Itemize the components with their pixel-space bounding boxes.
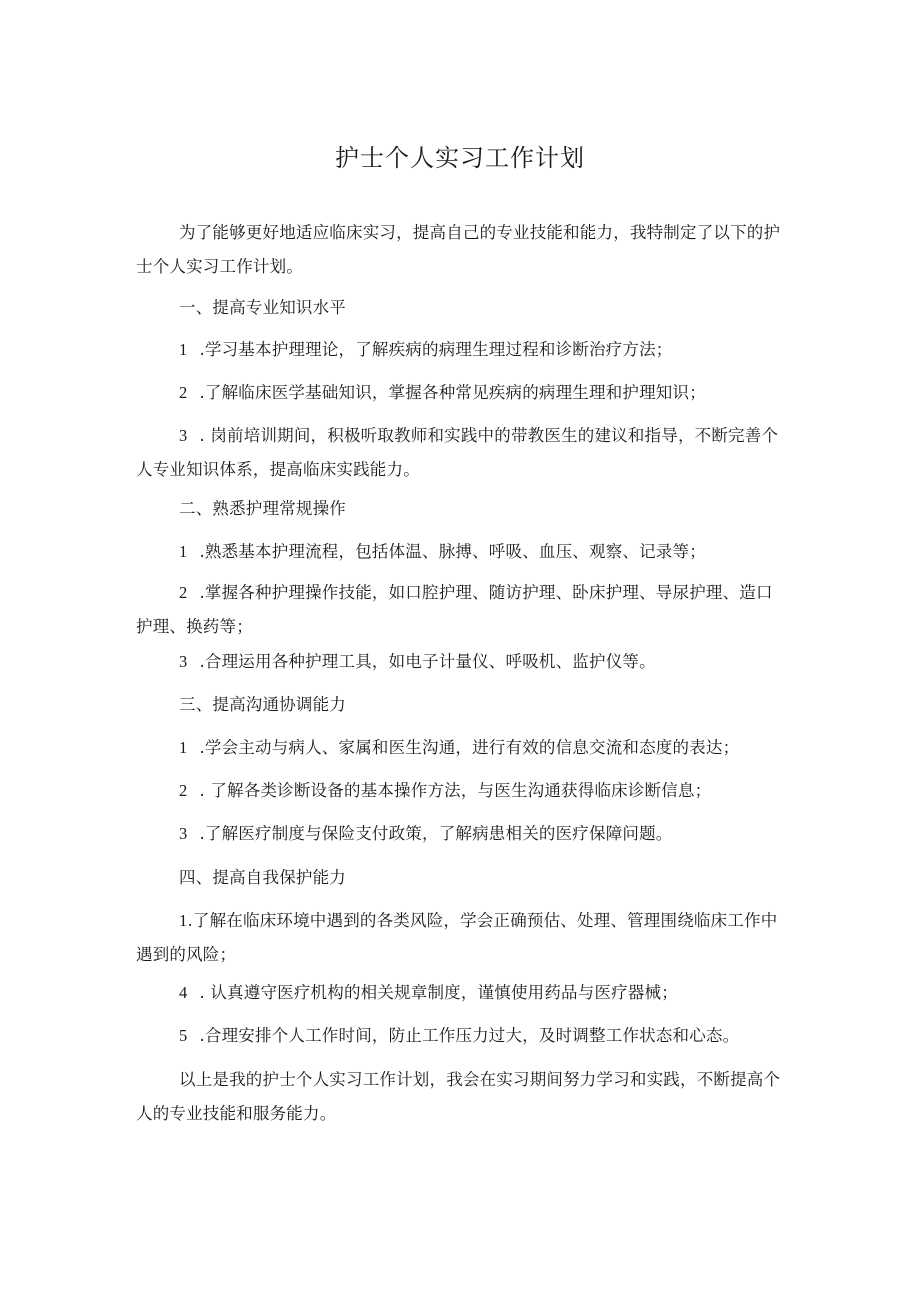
list-item	[136, 535, 784, 569]
page-title: 护士个人实习工作计划	[335, 144, 585, 172]
item-number: 1	[179, 542, 188, 561]
item-number: 3	[179, 652, 188, 671]
list-item	[136, 817, 784, 851]
list-item	[136, 774, 784, 808]
item-text: .合理安排个人工作时间，防止工作压力过大，及时调整工作状态和心态。	[199, 1026, 740, 1045]
item-number: 3	[179, 824, 188, 843]
list-item	[136, 1019, 784, 1053]
list-item	[136, 419, 784, 487]
item-number: 2	[179, 781, 188, 800]
item-text: .学会主动与病人、家属和医生沟通，进行有效的信息交流和态度的表达；	[199, 738, 740, 757]
section-heading: 一、提高专业知识水平	[179, 298, 346, 317]
list-item	[136, 576, 784, 644]
item-text: . 岗前培训期间，积极听取教师和实践中的带教医生的建议和指导，不断完善个人专业知识体系，提高临床实践能力。	[136, 426, 779, 479]
item-text: .熟悉基本护理流程，包括体温、脉搏、呼吸、血压、观察、记录等；	[199, 542, 706, 561]
list-item	[136, 731, 784, 765]
list-item	[136, 333, 784, 367]
list-item	[136, 645, 784, 679]
list-item	[136, 376, 784, 410]
item-number: 2	[179, 383, 188, 402]
item-text: .掌握各种护理操作技能，如口腔护理、随访护理、卧床护理、导尿护理、造口护理、换药等；	[136, 583, 773, 636]
item-number: 4	[179, 983, 188, 1002]
section-heading: 二、熟悉护理常规操作	[179, 499, 346, 518]
section-heading: 三、提高沟通协调能力	[179, 695, 346, 714]
item-text: . 认真遵守医疗机构的相关规章制度，谨慎使用药品与医疗器械；	[199, 983, 678, 1002]
item-text: .了解临床医学基础知识，掌握各种常见疾病的病理生理和护理知识；	[199, 383, 706, 402]
item-text: .了解在临床环境中遇到的各类风险，学会正确预估、处理、管理围绕临床工作中遇到的风险；	[136, 911, 778, 964]
item-text: . 了解各类诊断设备的基本操作方法，与医生沟通获得临床诊断信息；	[199, 781, 712, 800]
section-heading: 四、提高自我保护能力	[179, 868, 346, 887]
item-number: 3	[179, 426, 188, 445]
item-number: 1	[179, 911, 188, 930]
list-item	[136, 904, 784, 972]
intro-paragraph: 为了能够更好地适应临床实习，提高自己的专业技能和能力，我特制定了以下的护士个人实习工作计划。	[136, 223, 781, 276]
item-number: 2	[179, 583, 188, 602]
item-number: 1	[179, 340, 188, 359]
item-text: .合理运用各种护理工具，如电子计量仪、呼吸机、监护仪等。	[199, 652, 656, 671]
list-item	[136, 976, 784, 1010]
conclusion-paragraph: 以上是我的护士个人实习工作计划，我会在实习期间努力学习和实践，不断提高个人的专业技能和服务能力。	[136, 1070, 781, 1123]
item-text: .了解医疗制度与保险支付政策，了解病患相关的医疗保障问题。	[199, 824, 673, 843]
item-text: .学习基本护理理论，了解疾病的病理生理过程和诊断治疗方法；	[199, 340, 673, 359]
item-number: 1	[179, 738, 188, 757]
item-number: 5	[179, 1026, 188, 1045]
